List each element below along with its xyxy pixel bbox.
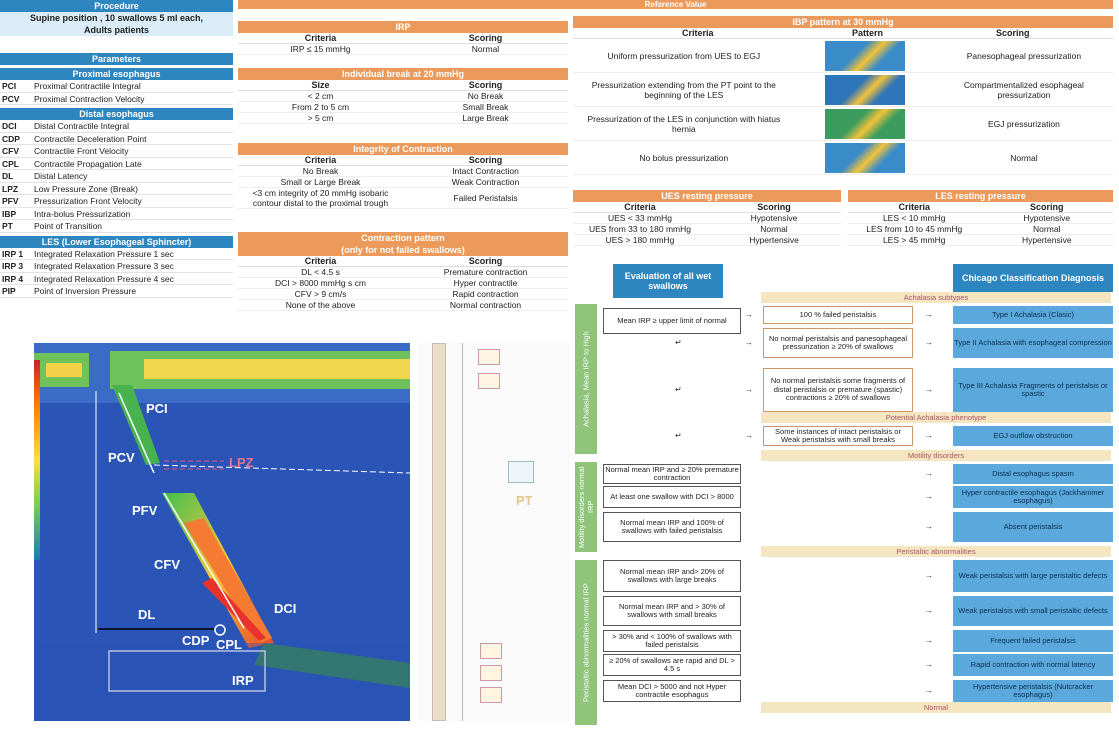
procedure-title: Procedure	[0, 0, 233, 12]
arrow-icon: →	[925, 522, 933, 531]
pattern-title: Contraction pattern	[238, 232, 568, 244]
lesp-scoring: Normal	[1033, 224, 1061, 234]
label-pfv: PFV	[132, 503, 158, 518]
label-dci: DCI	[274, 601, 297, 616]
sensor-box-4	[480, 643, 502, 659]
ues-criteria: UES < 33 mmHg	[607, 213, 672, 223]
pattern-table	[238, 232, 568, 311]
pattern-criteria: DCI > 8000 mmHg s cm	[275, 278, 366, 288]
integrity-criteria: <3 cm integrity of 20 mmHg isobaric contour distal to the proximal trough	[252, 188, 389, 208]
break-row	[238, 102, 568, 113]
parameter-name: Contractile Deceleration Point	[34, 133, 147, 144]
pattern-h-scoring: Scoring	[468, 256, 503, 266]
irp-scoring: Normal	[471, 44, 500, 54]
ues-header	[573, 202, 841, 213]
ues-scoring: Hypotensive	[750, 213, 798, 223]
pattern-criteria: DL < 4.5 s	[301, 267, 340, 277]
pattern-row	[238, 267, 568, 278]
criteria-box: Mean DCI > 5000 and not Hyper contractile esophagus	[603, 680, 741, 702]
diagnosis-box: Weak peristalsis with small peristaltic defects	[953, 596, 1113, 626]
diagnosis-box: Distal esophagus spasm	[953, 464, 1113, 484]
break-row	[238, 113, 568, 124]
parameter-name: Point of Inversion Pressure	[34, 286, 137, 296]
diagnosis-box: Rapid contraction with normal latency	[953, 654, 1113, 676]
parameter-abbrev: PT	[2, 221, 13, 231]
label-pcv: PCV	[108, 450, 135, 465]
parameter-row	[0, 80, 233, 93]
ues-row	[573, 235, 841, 246]
parameter-abbrev: LPZ	[2, 183, 19, 194]
break-table	[238, 68, 568, 124]
irp-table	[238, 21, 568, 55]
ibp-scoring: EGJ pressurization	[988, 118, 1060, 129]
arrow-icon: →	[925, 686, 933, 695]
integrity-scoring: Intact Contraction	[452, 166, 519, 176]
ues-row	[573, 213, 841, 224]
parameter-abbrev: PCI	[2, 81, 17, 91]
side-peristaltic: Peristaltic abnormalities normal IRP	[575, 560, 597, 725]
arrow-icon: →	[925, 338, 933, 347]
arrow-icon: →	[925, 431, 933, 440]
ibp-row	[573, 73, 1113, 107]
arrow-icon: →	[925, 469, 933, 478]
band-peristaltic: Peristaltic abnormalities	[761, 546, 1111, 557]
parameter-name: Low Pressure Zone (Break)	[34, 183, 138, 194]
ues-h-criteria: Criteria	[624, 202, 656, 212]
criteria-box: Normal mean IRP and ≥ 20% premature contraction	[603, 464, 741, 484]
parameter-abbrev: DL	[2, 171, 14, 181]
parameter-abbrev: IRP 1	[2, 248, 24, 259]
parameter-name: Integrated Relaxation Pressure 1 sec	[34, 248, 174, 259]
ibp-pattern-image	[825, 41, 905, 71]
criteria-box: > 30% and < 100% of swallows with failed peristalsis	[603, 630, 741, 652]
ues-title: UES resting pressure	[573, 190, 841, 202]
lesp-scoring: Hypotensive	[1023, 213, 1071, 223]
les-title: LES (Lower Esophageal Sphincter)	[0, 236, 233, 248]
lesp-criteria: LES < 10 mmHg	[882, 213, 946, 223]
band-normal: Normal	[761, 702, 1111, 713]
ibp-pattern-image	[825, 109, 905, 139]
irp-title: IRP	[238, 21, 568, 33]
color-scale	[34, 360, 40, 560]
arrow-icon: ↵	[675, 385, 682, 394]
label-irp: IRP	[232, 673, 254, 688]
parameter-name: Contractile Front Velocity	[34, 146, 129, 156]
criteria-box: 100 % failed peristalsis	[763, 306, 913, 324]
break-title: Individual break at 20 mmHg	[238, 68, 568, 80]
reference-title: Reference Value	[238, 0, 1113, 9]
parameter-abbrev: CDP	[2, 133, 20, 144]
integrity-row	[238, 177, 568, 188]
criteria-box: ≥ 20% of swallows are rapid and DL > 4.5 s	[603, 654, 741, 676]
ibp-criteria: Pressurization of the LES in conjunction with hiatus hernia	[587, 113, 781, 134]
mean-irp-box: Mean IRP ≥ upper limit of normal	[603, 308, 741, 334]
arrow-icon: ↵	[675, 338, 682, 347]
integrity-criteria: No Break	[302, 166, 339, 176]
parameter-name: Integrated Relaxation Pressure 4 sec	[34, 273, 174, 284]
ibp-pattern-image	[825, 143, 905, 173]
pattern-subtitle: (only for not failed swallows)	[238, 244, 568, 256]
criteria-box: No normal peristalsis some fragments of distal peristalsis or premature (spastic) contractions ≥ 20% of swallows	[763, 368, 913, 412]
ues-h-scoring: Scoring	[757, 202, 791, 212]
arrow-icon: →	[925, 636, 933, 645]
diagnosis-box: Absent peristalsis	[953, 512, 1113, 542]
parameter-row	[0, 145, 233, 158]
parameter-name: Integrated Relaxation Pressure 3 sec	[34, 261, 174, 271]
arrow-icon: →	[925, 606, 933, 615]
catheter-line	[462, 343, 463, 721]
parameter-name: Proximal Contraction Velocity	[34, 93, 145, 104]
parameter-row	[0, 170, 233, 183]
catheter-tube	[432, 343, 446, 721]
parameter-name: Intra-bolus Pressurization	[34, 208, 131, 219]
arrow-icon: →	[925, 492, 933, 501]
parameter-abbrev: IRP 4	[2, 273, 24, 284]
pattern-scoring: Premature contraction	[443, 267, 528, 277]
arrow-icon: →	[925, 310, 933, 319]
band-potential: Potential Achalasia phenotype	[761, 412, 1111, 423]
irp-header	[238, 33, 568, 44]
parameter-abbrev: CPL	[2, 158, 19, 169]
pattern-criteria: None of the above	[285, 300, 356, 310]
ibp-row	[573, 39, 1113, 73]
parameter-row	[0, 285, 233, 298]
pattern-header	[238, 256, 568, 267]
parameter-abbrev: IBP	[2, 208, 17, 219]
parameter-name: Distal Contractile Integral	[34, 121, 129, 131]
criteria-box: At least one swallow with DCI > 8000	[603, 486, 741, 508]
ibp-row	[573, 141, 1113, 175]
ibp-criteria: Pressurization extending from the PT point to the beginning of the LES	[591, 79, 776, 100]
ues-scoring: Normal	[760, 224, 788, 234]
sensor-box-2	[478, 373, 500, 389]
break-criteria: From 2 to 5 cm	[291, 102, 350, 112]
catheter-graphic	[418, 343, 570, 721]
integrity-row	[238, 188, 568, 209]
lesp-h-criteria: Criteria	[898, 202, 930, 212]
ues-scoring: Hypertensive	[749, 235, 799, 245]
lesp-row	[848, 235, 1113, 246]
integrity-h-scoring: Scoring	[468, 155, 503, 165]
distal-list	[0, 120, 233, 233]
label-cpl: CPL	[216, 637, 242, 652]
flowchart	[575, 262, 1115, 729]
break-h-criteria: Size	[311, 80, 330, 90]
arrow-icon: →	[745, 310, 753, 319]
criteria-box: Normal mean IRP and 100% of swallows with failed peristalsis	[603, 512, 741, 542]
arrow-icon: →	[745, 338, 753, 347]
parameters-title: Parameters	[0, 53, 233, 65]
parameter-row	[0, 158, 233, 171]
integrity-h-criteria: Criteria	[304, 155, 337, 165]
label-dl: DL	[138, 607, 156, 622]
parameter-name: Proximal Contractile Integral	[34, 81, 141, 91]
lesp-row	[848, 213, 1113, 224]
lesp-criteria: LES > 45 mmHg	[882, 235, 946, 245]
break-scoring: No Break	[467, 91, 504, 101]
integrity-scoring: Weak Contraction	[451, 177, 520, 187]
parameter-row	[0, 133, 233, 146]
band-achalasia: Achalasia subtypes	[761, 292, 1111, 303]
side-achalasia: Achalasia, Mean IRP to High	[575, 304, 597, 454]
lesp-h-scoring: Scoring	[1029, 202, 1064, 212]
proximal-list	[0, 80, 233, 105]
lesp-header	[848, 202, 1113, 213]
ues-row	[573, 224, 841, 235]
procedure-section	[0, 0, 233, 36]
arrow-icon: →	[745, 431, 753, 440]
irp-row	[238, 44, 568, 55]
distal-title: Distal esophagus	[0, 108, 233, 120]
break-criteria: > 5 cm	[307, 113, 334, 123]
integrity-table	[238, 143, 568, 209]
pattern-scoring: Normal contraction	[449, 300, 522, 310]
parameter-name: Point of Transition	[34, 221, 103, 231]
integrity-header	[238, 155, 568, 166]
ibp-h-criteria: Criteria	[682, 28, 714, 38]
ibp-title: IBP pattern at 30 mmHg	[573, 16, 1113, 28]
parameter-row	[0, 208, 233, 221]
diagnosis-box: Weak peristalsis with large peristaltic defects	[953, 560, 1113, 592]
eval-title: Evaluation of all wet swallows	[613, 264, 723, 298]
ibp-row	[573, 107, 1113, 141]
break-criteria: < 2 cm	[307, 91, 334, 101]
parameter-abbrev: PIP	[2, 286, 16, 296]
procedure-text-1: Supine position , 10 swallows 5 ml each,	[0, 12, 233, 24]
parameter-row	[0, 260, 233, 273]
parameter-name: Contractile Propagation Late	[34, 158, 142, 169]
side-motility: Motility disorders normal IRP	[575, 462, 597, 552]
pattern-row	[238, 300, 568, 311]
criteria-box: Normal mean IRP and> 20% of swallows with large breaks	[603, 560, 741, 592]
pattern-scoring: Rapid contraction	[452, 289, 519, 299]
parameter-row	[0, 273, 233, 286]
break-row	[238, 91, 568, 102]
diagnosis-box: Hypertensive peristalsis (Nutcracker esophagus)	[953, 680, 1113, 702]
break-h-scoring: Scoring	[468, 80, 503, 90]
parameter-row	[0, 195, 233, 208]
parameter-abbrev: DCI	[2, 121, 17, 131]
lesp-criteria: LES from 10 to 45 mmHg	[866, 224, 963, 234]
parameters-section	[0, 53, 233, 298]
ues-criteria: UES > 180 mmHg	[605, 235, 675, 245]
ibp-header	[573, 28, 1113, 39]
ues-criteria: UES from 33 to 180 mmHg	[588, 224, 692, 234]
manometry-plot	[34, 343, 410, 721]
lesp-title: LES resting pressure	[848, 190, 1113, 202]
diagnosis-box: Type III Achalasia Fragments of peristalsis or spastic	[953, 368, 1113, 412]
ibp-h-scoring: Scoring	[996, 28, 1030, 38]
parameter-abbrev: CFV	[2, 146, 19, 156]
criteria-box: Normal mean IRP and > 30% of swallows with small breaks	[603, 596, 741, 626]
pattern-h-criteria: Criteria	[304, 256, 337, 266]
criteria-box: No normal peristalsis and panesophageal pressurization ≥ 20% of swallows	[763, 328, 913, 358]
pattern-row	[238, 289, 568, 300]
pt-label: PT	[516, 493, 533, 508]
integrity-criteria: Small or Large Break	[280, 177, 361, 187]
diagnosis-box: Type I Achalasia (Clasic)	[953, 306, 1113, 324]
proximal-title: Proximal esophagus	[0, 68, 233, 80]
ibp-scoring: Normal	[1010, 152, 1038, 163]
arrow-icon: →	[925, 571, 933, 580]
diagnosis-box: Frequent failed peristalsis	[953, 630, 1113, 652]
sensor-box-5	[480, 665, 502, 681]
sensor-box-3	[508, 461, 534, 483]
pattern-criteria: CFV > 9 cm/s	[294, 289, 347, 299]
irp-h-scoring: Scoring	[468, 33, 503, 43]
ibp-h-pattern: Pattern	[852, 28, 884, 38]
parameter-row	[0, 248, 233, 261]
arrow-icon: →	[745, 385, 753, 394]
irp-criteria: IRP ≤ 15 mmHg	[290, 44, 351, 54]
arrow-icon: ↵	[675, 431, 682, 440]
ibp-table	[573, 16, 1113, 175]
parameter-abbrev: PFV	[2, 196, 19, 206]
integrity-title: Integrity of Contraction	[238, 143, 568, 155]
label-pci: PCI	[146, 401, 168, 416]
label-cfv: CFV	[154, 557, 180, 572]
lesp-row	[848, 224, 1113, 235]
parameter-row	[0, 120, 233, 133]
parameter-abbrev: IRP 3	[2, 261, 24, 271]
band-motility: Motility disorders	[761, 450, 1111, 461]
label-cdp: CDP	[182, 633, 210, 648]
arrow-icon: →	[925, 385, 933, 394]
sensor-box-1	[478, 349, 500, 365]
diagnosis-box: Hyper contractile esophagus (Jackhammer esophagus)	[953, 486, 1113, 508]
parameter-name: Pressurization Front Velocity	[34, 196, 142, 206]
parameter-row	[0, 220, 233, 233]
parameter-row	[0, 183, 233, 196]
sensor-box-6	[480, 687, 502, 703]
irp-h-criteria: Criteria	[304, 33, 337, 43]
parameter-row	[0, 93, 233, 106]
lesp-scoring: Hypertensive	[1021, 235, 1072, 245]
chicago-title: Chicago Classification Diagnosis	[953, 264, 1113, 292]
diagnosis-box: EGJ outflow obstruction	[953, 426, 1113, 446]
les-table	[848, 190, 1113, 246]
criteria-box: Some instances of intact peristalsis or Weak peristalsis with small breaks	[763, 426, 913, 446]
manometry-svg	[34, 343, 410, 721]
ibp-scoring: Compartmentalized esophageal pressurization	[963, 79, 1084, 100]
procedure-text-2: Adults patients	[0, 24, 233, 36]
les-list	[0, 248, 233, 298]
parameter-abbrev: PCV	[2, 93, 20, 104]
break-scoring: Small Break	[462, 102, 509, 112]
ibp-pattern-image	[825, 75, 905, 105]
pattern-scoring: Hyper contractile	[453, 278, 518, 288]
ibp-criteria: No bolus pressurization	[639, 152, 729, 163]
break-scoring: Large Break	[462, 113, 509, 123]
diagnosis-box: Type II Achalasia with esophageal compression	[953, 328, 1113, 358]
ibp-scoring: Panesophageal pressurization	[966, 50, 1082, 61]
ibp-criteria: Uniform pressurization from UES to EGJ	[607, 50, 761, 61]
integrity-row	[238, 166, 568, 177]
label-lpz: LPZ	[229, 455, 254, 470]
ues-table	[573, 190, 841, 246]
break-header	[238, 80, 568, 91]
parameter-name: Distal Latency	[34, 171, 88, 181]
arrow-icon: →	[925, 660, 933, 669]
pattern-row	[238, 278, 568, 289]
integrity-scoring: Failed Peristalsis	[453, 193, 518, 203]
